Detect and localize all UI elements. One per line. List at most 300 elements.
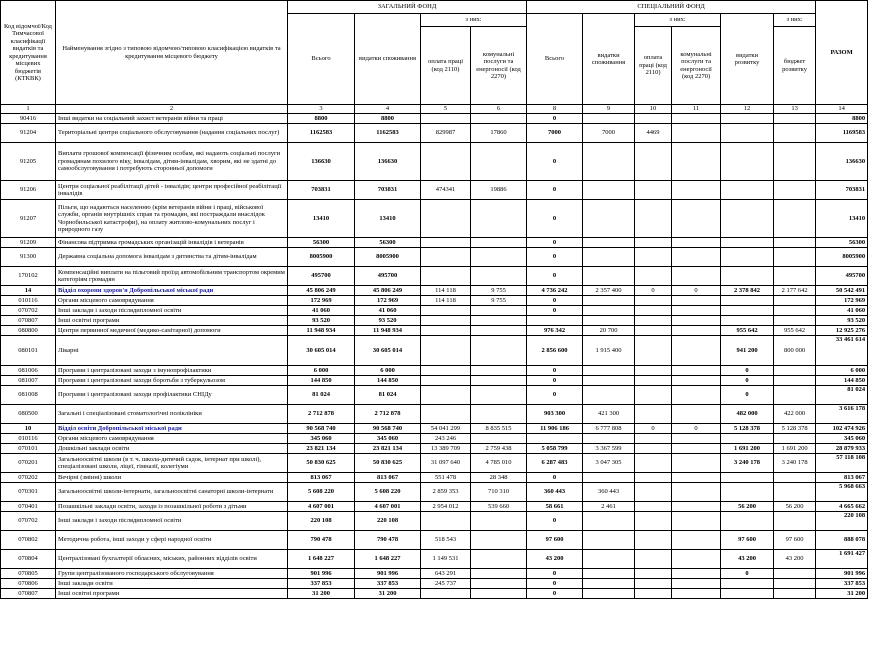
special-utilities <box>672 444 721 454</box>
special-salary <box>635 405 672 424</box>
row-code: 070201 <box>1 454 56 473</box>
column-number: 6 <box>471 105 527 114</box>
general-salary: 245 737 <box>421 579 471 589</box>
general-consumption: 5 608 220 <box>355 483 421 502</box>
row-total: 102 474 926 <box>816 424 868 434</box>
special-all: 0 <box>527 114 583 124</box>
row-code: 081006 <box>1 366 56 376</box>
row-code: 010116 <box>1 296 56 306</box>
special-salary <box>635 114 672 124</box>
special-consumption <box>583 114 635 124</box>
general-salary <box>421 589 471 599</box>
table-row <box>1 267 868 286</box>
general-consumption: 172 969 <box>355 296 421 306</box>
special-development <box>721 512 774 531</box>
special-consumption <box>583 579 635 589</box>
general-all: 90 568 740 <box>288 424 355 434</box>
column-number: 14 <box>816 105 868 114</box>
table-row <box>1 306 868 316</box>
general-consumption: 90 568 740 <box>355 424 421 434</box>
column-number: 11 <box>672 105 721 114</box>
general-all: 30 605 014 <box>288 336 355 366</box>
table-row <box>1 531 868 550</box>
special-consumption <box>583 589 635 599</box>
general-utilities <box>471 238 527 248</box>
special-consumption <box>583 238 635 248</box>
special-utilities <box>672 512 721 531</box>
row-name: Державна соціальна допомога інвалідам з дитинства та дітям-інвалідам <box>56 248 288 267</box>
general-salary: 643 291 <box>421 569 471 579</box>
row-code: 080500 <box>1 405 56 424</box>
special-utilities <box>672 248 721 267</box>
row-code: 170102 <box>1 267 56 286</box>
header-g-consumption: видатки споживання <box>355 14 421 105</box>
special-dev-budget <box>774 181 816 200</box>
general-all: 220 108 <box>288 512 355 531</box>
special-dev-budget <box>774 589 816 599</box>
special-consumption <box>583 248 635 267</box>
general-consumption: 50 830 625 <box>355 454 421 473</box>
special-utilities <box>672 124 721 143</box>
special-all: 0 <box>527 579 583 589</box>
row-total: 41 060 <box>816 306 868 316</box>
special-salary: 0 <box>635 286 672 296</box>
general-utilities: 539 660 <box>471 502 527 512</box>
special-development: 97 600 <box>721 531 774 550</box>
general-utilities <box>471 306 527 316</box>
special-all: 0 <box>527 306 583 316</box>
row-name: Програми і централізовані заходи боротьби з туберкульозом <box>56 376 288 386</box>
header-special-fund: СПЕЦІАЛЬНИЙ ФОНД <box>527 1 816 14</box>
general-utilities: 9 755 <box>471 296 527 306</box>
row-total: 1169583 <box>816 124 868 143</box>
row-code: 080800 <box>1 326 56 336</box>
row-total: 220 108 <box>816 512 868 531</box>
row-name: Інші видатки на соціальний захист ветеранів війни та праці <box>56 114 288 124</box>
special-development <box>721 483 774 502</box>
special-development <box>721 124 774 143</box>
row-name: Інші заклади і заходи післядипломної освіти <box>56 306 288 316</box>
header-s-salary: оплата праці (код 2110) <box>635 27 672 105</box>
general-consumption: 8800 <box>355 114 421 124</box>
general-all: 1 648 227 <box>288 550 355 569</box>
row-name: Центри первинної медичної (медико-санітарної) допомоги <box>56 326 288 336</box>
general-salary: 2 954 012 <box>421 502 471 512</box>
row-total: 28 879 933 <box>816 444 868 454</box>
row-name: Лікарні <box>56 336 288 366</box>
general-salary <box>421 238 471 248</box>
table-row <box>1 550 868 569</box>
general-consumption: 13410 <box>355 200 421 238</box>
special-dev-budget <box>774 434 816 444</box>
special-utilities <box>672 531 721 550</box>
special-consumption <box>583 569 635 579</box>
general-all: 703831 <box>288 181 355 200</box>
table-row <box>1 238 868 248</box>
row-total: 144 850 <box>816 376 868 386</box>
row-name: Загальноосвітні школи (в т. ч. школа-дитячий садок, інтернат при школі), спеціалізовані школи, ліцеї, гімназії, колегіуми <box>56 454 288 473</box>
general-utilities <box>471 589 527 599</box>
special-dev-budget: 97 600 <box>774 531 816 550</box>
special-dev-budget <box>774 473 816 483</box>
row-total: 8800 <box>816 114 868 124</box>
special-dev-budget <box>774 200 816 238</box>
special-consumption: 6 777 808 <box>583 424 635 434</box>
special-utilities: 0 <box>672 424 721 434</box>
row-name: Виплати грошової компенсації фізичним особам, які надають соціальні послуги громадянам похилого віку, інвалідам, дітям-інвалідам, хворим, які не здатні до самообслуговування і потребують сторонньої допомоги <box>56 143 288 181</box>
special-development <box>721 200 774 238</box>
special-salary <box>635 267 672 286</box>
row-name: Інші заклади освіти <box>56 579 288 589</box>
row-total: 50 542 491 <box>816 286 868 296</box>
special-dev-budget: 2 177 642 <box>774 286 816 296</box>
special-all: 11 906 186 <box>527 424 583 434</box>
special-utilities <box>672 483 721 502</box>
special-utilities <box>672 502 721 512</box>
special-dev-budget <box>774 483 816 502</box>
special-consumption: 3 047 305 <box>583 454 635 473</box>
special-development <box>721 143 774 181</box>
column-number: 13 <box>774 105 816 114</box>
special-utilities <box>672 579 721 589</box>
special-dev-budget: 422 000 <box>774 405 816 424</box>
special-salary <box>635 483 672 502</box>
row-code: 070804 <box>1 550 56 569</box>
special-all: 43 200 <box>527 550 583 569</box>
row-total: 813 067 <box>816 473 868 483</box>
general-all: 5 608 220 <box>288 483 355 502</box>
special-all: 903 300 <box>527 405 583 424</box>
header-g-salary: оплата праці (код 2110) <box>421 27 471 105</box>
special-salary <box>635 579 672 589</box>
special-consumption: 20 700 <box>583 326 635 336</box>
special-consumption <box>583 531 635 550</box>
special-consumption: 2 357 400 <box>583 286 635 296</box>
row-name: Вечірні (змінні) школи <box>56 473 288 483</box>
table-row <box>1 366 868 376</box>
row-name: Органи місцевого самоврядування <box>56 296 288 306</box>
special-all: 0 <box>527 200 583 238</box>
special-development: 5 128 378 <box>721 424 774 434</box>
header-s-dev-budget: бюджет розвитку <box>774 27 816 105</box>
general-utilities <box>471 376 527 386</box>
special-all: 97 600 <box>527 531 583 550</box>
general-salary <box>421 143 471 181</box>
special-dev-budget: 800 000 <box>774 336 816 366</box>
table-row <box>1 181 868 200</box>
special-salary <box>635 366 672 376</box>
special-development: 941 200 <box>721 336 774 366</box>
special-utilities <box>672 405 721 424</box>
special-dev-budget: 3 240 178 <box>774 454 816 473</box>
special-salary <box>635 181 672 200</box>
special-all: 0 <box>527 386 583 405</box>
special-development: 43 200 <box>721 550 774 569</box>
table-row <box>1 579 868 589</box>
general-consumption: 901 996 <box>355 569 421 579</box>
general-salary: 31 097 640 <box>421 454 471 473</box>
general-all: 901 996 <box>288 569 355 579</box>
table-row <box>1 296 868 306</box>
general-consumption: 1 648 227 <box>355 550 421 569</box>
general-all: 172 969 <box>288 296 355 306</box>
special-development <box>721 306 774 316</box>
general-all: 1162583 <box>288 124 355 143</box>
column-number: 3 <box>288 105 355 114</box>
special-utilities <box>672 434 721 444</box>
special-development: 1 691 200 <box>721 444 774 454</box>
row-total: 703831 <box>816 181 868 200</box>
row-total: 56300 <box>816 238 868 248</box>
general-salary <box>421 306 471 316</box>
special-dev-budget <box>774 143 816 181</box>
special-development: 3 240 178 <box>721 454 774 473</box>
table-row <box>1 434 868 444</box>
general-consumption: 703831 <box>355 181 421 200</box>
row-code: 91204 <box>1 124 56 143</box>
table-row <box>1 444 868 454</box>
general-consumption: 144 850 <box>355 376 421 386</box>
general-all: 41 060 <box>288 306 355 316</box>
general-utilities <box>471 316 527 326</box>
row-code: 070806 <box>1 579 56 589</box>
general-salary: 551 478 <box>421 473 471 483</box>
special-utilities <box>672 376 721 386</box>
special-utilities <box>672 454 721 473</box>
special-dev-budget <box>774 124 816 143</box>
special-utilities <box>672 336 721 366</box>
row-total: 93 520 <box>816 316 868 326</box>
column-number: 8 <box>527 105 583 114</box>
row-total: 13410 <box>816 200 868 238</box>
general-salary: 1 149 531 <box>421 550 471 569</box>
row-code: 90416 <box>1 114 56 124</box>
general-consumption: 6 000 <box>355 366 421 376</box>
special-dev-budget <box>774 316 816 326</box>
special-salary <box>635 550 672 569</box>
column-number: 12 <box>721 105 774 114</box>
general-all: 790 478 <box>288 531 355 550</box>
row-code: 070807 <box>1 589 56 599</box>
general-consumption: 4 607 001 <box>355 502 421 512</box>
special-all: 976 342 <box>527 326 583 336</box>
special-all: 0 <box>527 473 583 483</box>
general-consumption: 813 067 <box>355 473 421 483</box>
table-row <box>1 483 868 502</box>
special-utilities <box>672 143 721 181</box>
special-all: 7000 <box>527 124 583 143</box>
table-row <box>1 569 868 579</box>
table-row <box>1 502 868 512</box>
general-utilities <box>471 386 527 405</box>
row-name: Фінансова підтримка громадських організацій інвалідів і ветеранів <box>56 238 288 248</box>
general-all: 337 853 <box>288 579 355 589</box>
special-development <box>721 296 774 306</box>
row-name: Центри соціальної реабілітації дітей - інвалідів; центри професійної реабілітації інвалідів <box>56 181 288 200</box>
special-salary <box>635 306 672 316</box>
special-development <box>721 579 774 589</box>
row-total: 345 060 <box>816 434 868 444</box>
row-code: 070702 <box>1 512 56 531</box>
special-development: 0 <box>721 366 774 376</box>
special-all: 0 <box>527 238 583 248</box>
special-consumption <box>583 296 635 306</box>
special-dev-budget <box>774 569 816 579</box>
general-salary: 2 859 353 <box>421 483 471 502</box>
table-row <box>1 454 868 473</box>
special-salary <box>635 376 672 386</box>
special-consumption <box>583 181 635 200</box>
special-salary <box>635 386 672 405</box>
general-utilities: 8 835 515 <box>471 424 527 434</box>
general-all: 31 200 <box>288 589 355 599</box>
general-utilities <box>471 267 527 286</box>
table-body <box>1 114 868 599</box>
special-consumption: 1 915 400 <box>583 336 635 366</box>
general-utilities <box>471 512 527 531</box>
special-dev-budget <box>774 579 816 589</box>
column-number: 1 <box>1 105 56 114</box>
special-all: 360 443 <box>527 483 583 502</box>
special-all: 4 736 242 <box>527 286 583 296</box>
special-consumption: 421 300 <box>583 405 635 424</box>
general-consumption: 136630 <box>355 143 421 181</box>
special-dev-budget <box>774 248 816 267</box>
special-all: 0 <box>527 181 583 200</box>
column-number: 5 <box>421 105 471 114</box>
special-dev-budget: 43 200 <box>774 550 816 569</box>
general-utilities <box>471 326 527 336</box>
row-code: 14 <box>1 286 56 296</box>
special-all: 0 <box>527 296 583 306</box>
general-salary <box>421 316 471 326</box>
general-utilities <box>471 200 527 238</box>
general-all: 8800 <box>288 114 355 124</box>
general-all: 13410 <box>288 200 355 238</box>
row-total: 888 078 <box>816 531 868 550</box>
special-consumption <box>583 550 635 569</box>
special-all: 5 058 799 <box>527 444 583 454</box>
special-development: 482 000 <box>721 405 774 424</box>
row-name: Централізовані бухгалтерії обласних, міських, районних відділів освіти <box>56 550 288 569</box>
special-consumption <box>583 376 635 386</box>
general-all: 2 712 878 <box>288 405 355 424</box>
table-row <box>1 589 868 599</box>
row-total: 495700 <box>816 267 868 286</box>
general-utilities <box>471 366 527 376</box>
row-name: Інші освітні програми <box>56 589 288 599</box>
general-consumption: 495700 <box>355 267 421 286</box>
table-row <box>1 326 868 336</box>
general-consumption: 220 108 <box>355 512 421 531</box>
row-code: 081007 <box>1 376 56 386</box>
general-all: 345 060 <box>288 434 355 444</box>
row-code: 070802 <box>1 531 56 550</box>
special-utilities <box>672 200 721 238</box>
special-consumption <box>583 386 635 405</box>
table-row <box>1 405 868 424</box>
special-consumption <box>583 512 635 531</box>
general-utilities <box>471 405 527 424</box>
general-consumption: 31 200 <box>355 589 421 599</box>
row-code: 91300 <box>1 248 56 267</box>
special-utilities <box>672 296 721 306</box>
special-salary <box>635 200 672 238</box>
column-number: 10 <box>635 105 672 114</box>
special-salary <box>635 569 672 579</box>
general-utilities: 2 759 438 <box>471 444 527 454</box>
general-all: 813 067 <box>288 473 355 483</box>
header-g-utilities: комунальні послуги та енергоносії (код 2270) <box>471 27 527 105</box>
general-all: 4 607 001 <box>288 502 355 512</box>
special-consumption: 2 461 <box>583 502 635 512</box>
special-utilities <box>672 238 721 248</box>
general-consumption: 56300 <box>355 238 421 248</box>
special-consumption: 360 443 <box>583 483 635 502</box>
general-salary <box>421 248 471 267</box>
row-code: 91205 <box>1 143 56 181</box>
general-consumption: 93 520 <box>355 316 421 326</box>
special-dev-budget <box>774 267 816 286</box>
row-code: 070807 <box>1 316 56 326</box>
special-dev-budget: 1 691 200 <box>774 444 816 454</box>
special-all: 0 <box>527 376 583 386</box>
special-all: 0 <box>527 248 583 267</box>
table-row <box>1 114 868 124</box>
general-consumption: 337 853 <box>355 579 421 589</box>
special-development <box>721 267 774 286</box>
special-development <box>721 248 774 267</box>
special-development <box>721 181 774 200</box>
special-utilities <box>672 386 721 405</box>
special-all <box>527 434 583 444</box>
special-all: 0 <box>527 569 583 579</box>
special-development <box>721 238 774 248</box>
special-consumption <box>583 143 635 181</box>
special-development: 0 <box>721 569 774 579</box>
special-utilities <box>672 589 721 599</box>
special-all: 58 661 <box>527 502 583 512</box>
general-salary <box>421 267 471 286</box>
general-all: 495700 <box>288 267 355 286</box>
general-all: 8005900 <box>288 248 355 267</box>
row-name: Інші освітні програми <box>56 316 288 326</box>
table-row <box>1 376 868 386</box>
table-row <box>1 200 868 238</box>
general-consumption: 345 060 <box>355 434 421 444</box>
special-salary <box>635 531 672 550</box>
header-s-of-which-2: з них: <box>774 14 816 27</box>
general-salary <box>421 336 471 366</box>
general-consumption: 1162583 <box>355 124 421 143</box>
special-dev-budget <box>774 114 816 124</box>
special-salary <box>635 589 672 599</box>
general-utilities <box>471 336 527 366</box>
special-salary <box>635 473 672 483</box>
row-name: Програми і централізовані заходи з імунопрофілактики <box>56 366 288 376</box>
special-salary <box>635 336 672 366</box>
special-salary <box>635 326 672 336</box>
special-utilities <box>672 316 721 326</box>
general-consumption: 790 478 <box>355 531 421 550</box>
general-salary: 114 118 <box>421 296 471 306</box>
row-name: Органи місцевого самоврядування <box>56 434 288 444</box>
general-all: 50 830 625 <box>288 454 355 473</box>
special-development: 2 378 842 <box>721 286 774 296</box>
special-salary <box>635 502 672 512</box>
general-consumption: 11 948 934 <box>355 326 421 336</box>
row-total: 31 200 <box>816 589 868 599</box>
